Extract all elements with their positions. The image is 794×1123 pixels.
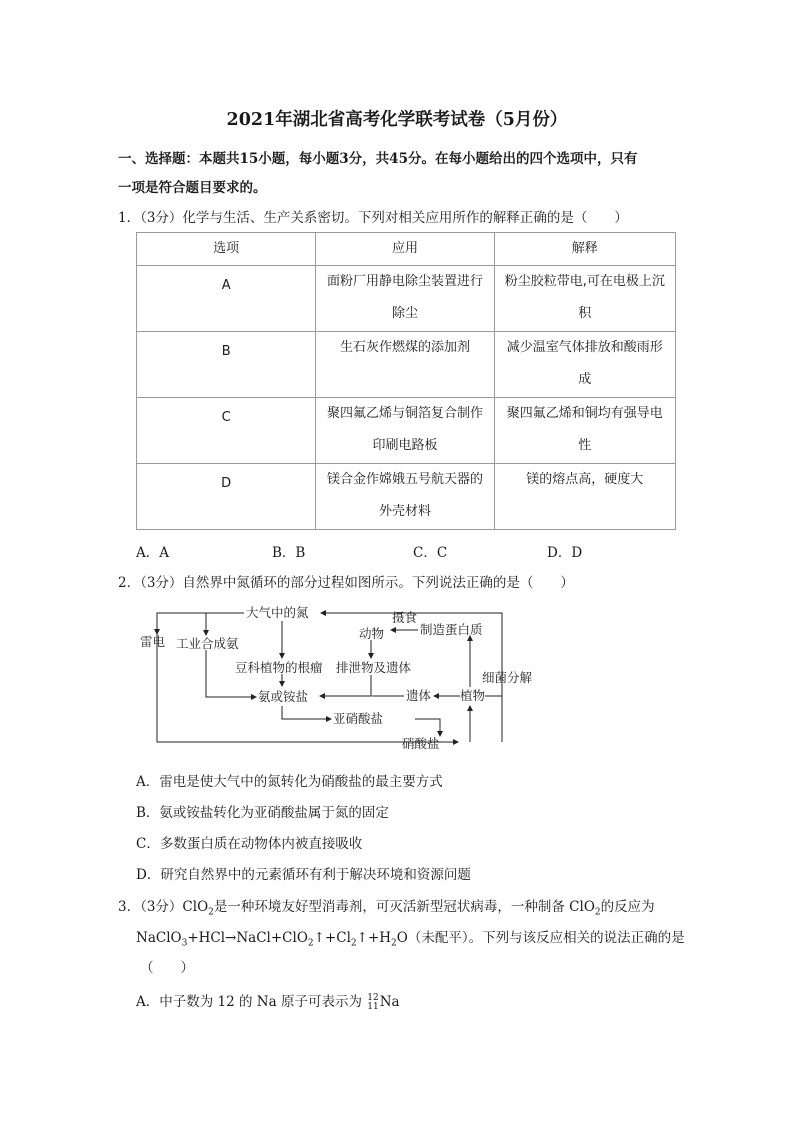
node-protein: 制造蛋白质	[420, 622, 483, 637]
option-cell: A	[137, 266, 316, 332]
q3-stem-line1: 3．（3分）ClO$_2$是一种环境友好型消毒剂，可灭活新型冠状病毒，一种制备 ClO$_2$的反应为	[118, 899, 655, 918]
q1-choice-b[interactable]: B．B	[272, 545, 306, 561]
q1-choice-d[interactable]: D．D	[547, 545, 583, 561]
application-cell: 镁合金作嫦娥五号航天器的 外壳材料	[316, 464, 494, 530]
option-cell: D	[137, 464, 316, 530]
table-row	[137, 464, 676, 530]
q3-equation-line: $NaClO_3+HCl\to NaCl+ClO_2↑+Cl_2↑+H_2O$（未配平）。下列与该反应相关的说法正确的是	[136, 930, 685, 949]
node-nitrite: 亚硝酸盐	[333, 711, 384, 726]
q1-choice-c[interactable]: C．C	[413, 545, 448, 561]
node-excreta: 排泄物及遗体	[336, 660, 412, 675]
option-cell: B	[137, 332, 316, 398]
explanation-cell: 减少温室气体排放和酸雨形 成	[494, 332, 675, 398]
q2-option-a[interactable]: A．雷电是使大气中的氮转化为硝酸盐的最主要方式	[136, 774, 443, 790]
node-ammonia: 氨或铵盐	[258, 689, 309, 704]
q3-answer-paren: （ ）	[140, 960, 194, 976]
node-air-nitrogen: 大气中的氮	[246, 605, 309, 620]
explanation-cell: 镁的熔点高，硬度大	[494, 464, 675, 530]
table-row	[137, 266, 676, 332]
application-cell: 面粉厂用静电除尘装置进行 除尘	[316, 266, 494, 332]
option-cell: C	[137, 398, 316, 464]
application-cell: 生石灰作燃煤的添加剂	[316, 332, 494, 398]
explanation-cell: 粉尘胶粒带电,可在电极上沉 积	[494, 266, 675, 332]
page-title: 2021年湖北省高考化学联考试卷（5月份）	[226, 110, 568, 130]
nuclide-notation: 12 11	[367, 992, 379, 1012]
section-heading-line2: 一项是符合题目要求的。	[118, 180, 267, 196]
q1-stem: 1．（3分）化学与生活、生产关系密切。下列对相关应用所作的解释正确的是（ ）	[118, 210, 628, 226]
q1-table	[136, 232, 676, 530]
node-nitrate: 硝酸盐	[402, 736, 440, 751]
node-root-nodule: 豆科植物的根瘤	[235, 660, 323, 675]
node-lightning: 雷电	[140, 634, 166, 649]
nitrogen-cycle-diagram	[140, 602, 533, 752]
table-header-explanation: 解释	[494, 233, 675, 266]
node-plant: 植物	[460, 688, 486, 703]
table-header-application: 应用	[316, 233, 494, 266]
node-eating: 摄食	[392, 610, 418, 625]
q2-option-d[interactable]: D．研究自然界中的元素循环有利于解决环境和资源问题	[136, 867, 471, 883]
node-bacteria: 细菌分解	[482, 670, 533, 685]
node-animal: 动物	[359, 626, 385, 641]
q1-choice-a[interactable]: A．A	[136, 545, 169, 561]
q2-stem: 2．（3分）自然界中氮循环的部分过程如图所示。下列说法正确的是（ ）	[118, 575, 574, 591]
q2-option-b[interactable]: B．氨或铵盐转化为亚硝酸盐属于氮的固定	[136, 805, 389, 821]
table-row	[137, 332, 676, 398]
table-header-option: 选项	[137, 233, 316, 266]
explanation-cell: 聚四氟乙烯和铜均有强导电 性	[494, 398, 675, 464]
q2-option-c[interactable]: C．多数蛋白质在动物体内被直接吸收	[136, 836, 363, 852]
table-row	[137, 398, 676, 464]
application-cell: 聚四氟乙烯与铜箔复合制作 印刷电路板	[316, 398, 494, 464]
section-heading-line1: 一、选择题：本题共15小题，每小题3分，共45分。在每小题给出的四个选项中，只有	[118, 151, 638, 167]
node-remains: 遗体	[406, 688, 432, 703]
node-industrial-ammonia: 工业合成氨	[176, 636, 239, 651]
q3-option-a[interactable]: A．中子数为 12 的 Na 原子可表示为 12 11 Na	[136, 992, 400, 1012]
